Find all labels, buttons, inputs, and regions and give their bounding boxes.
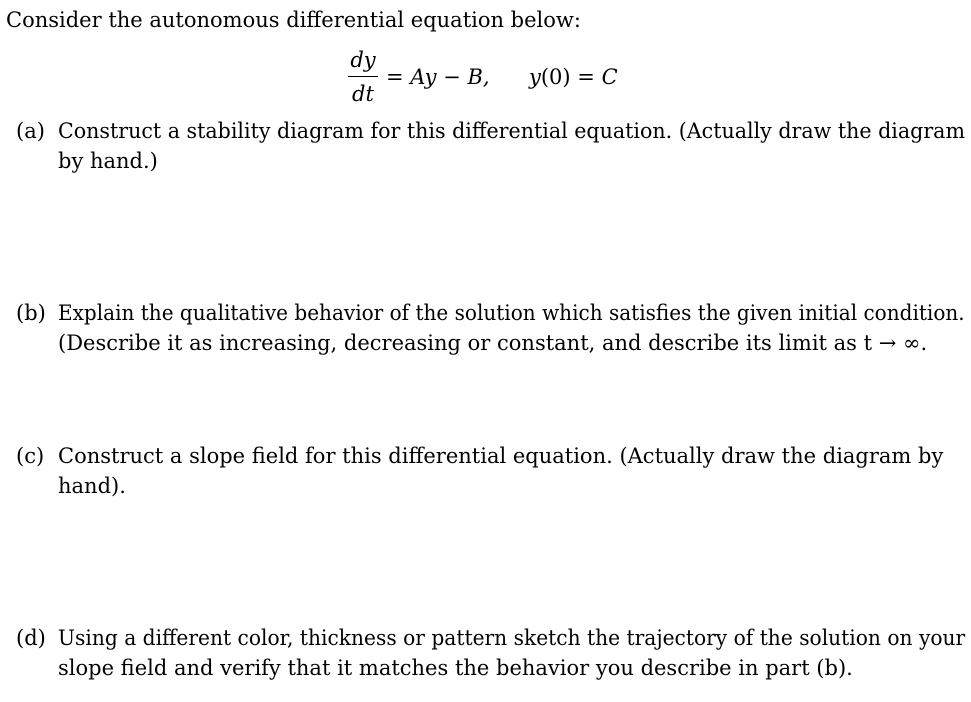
part-d-label: (d) [16,626,46,650]
initial-condition-c: C [601,65,618,89]
term-b: B, [467,65,490,89]
equals-sign: = [386,65,404,89]
part-c-label: (c) [16,444,45,468]
minus-sign: − [443,65,461,89]
part-a-line2: by hand.) [58,149,158,173]
part-d-line2: slope field and verify that it matches the behavior you describe in part (b). [58,656,853,680]
fraction-bar [348,76,378,77]
initial-condition-y: y [528,65,541,89]
fraction-denominator: dt [352,82,374,106]
part-b-line2: (Describe it as increasing, decreasing or constant, and describe its limit as t → ∞. [58,331,928,355]
initial-condition-equals: = [577,65,595,89]
part-a-line1: Construct a stability diagram for this differential equation. (Actually draw the diagram [58,119,965,143]
part-b-label: (b) [16,301,46,325]
initial-condition-arg: (0) [540,65,571,89]
equation-right-side [386,63,618,92]
term-a: Ay [410,65,437,89]
part-d-line1: Using a different color, thickness or pattern sketch the trajectory of the solution on your [58,626,966,650]
intro-text: Consider the autonomous differential equation below: [6,8,581,32]
part-a-label: (a) [16,119,45,143]
part-c-line1: Construct a slope field for this differential equation. (Actually draw the diagram by [58,444,944,468]
fraction-numerator: dy [350,48,376,72]
differential-equation [338,46,638,112]
part-c-line2: hand). [58,474,126,498]
part-b-line1: Explain the qualitative behavior of the solution which satisfies the given initial condition. [58,301,965,325]
